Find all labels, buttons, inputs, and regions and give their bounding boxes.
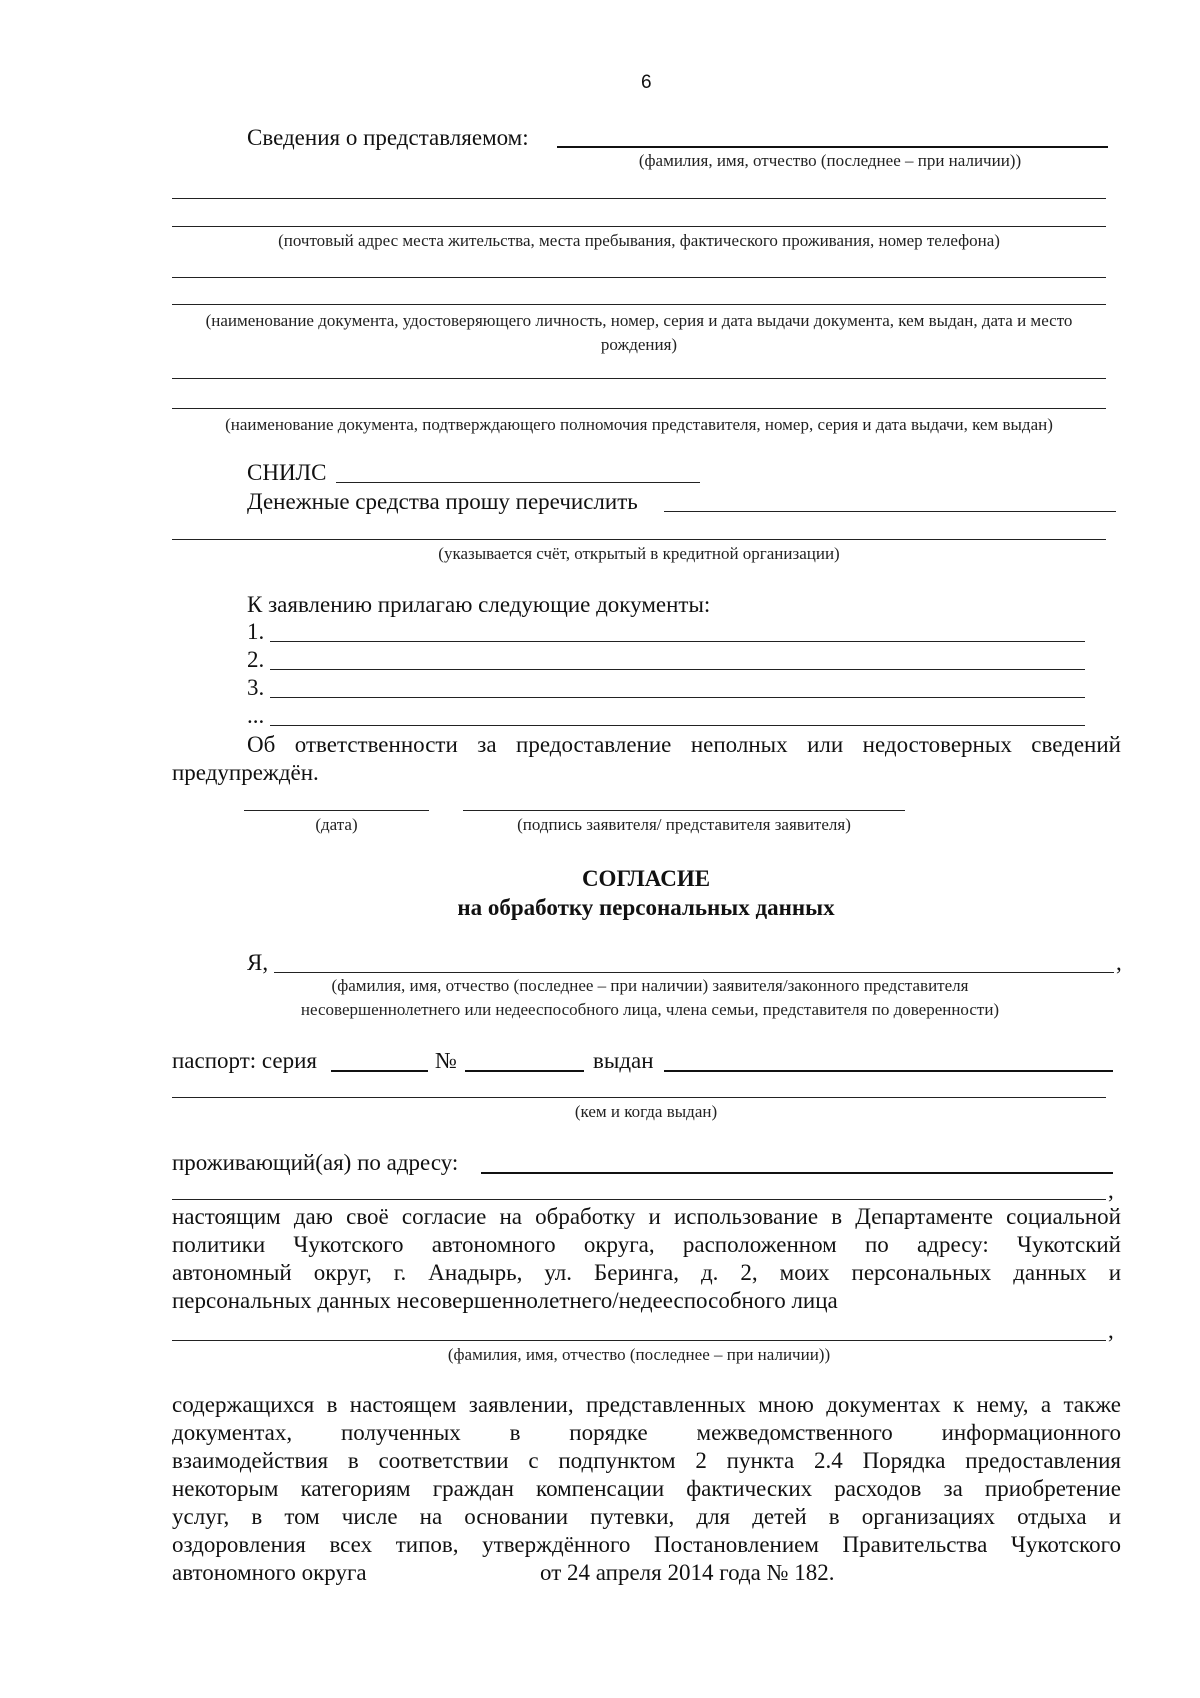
residing-label: проживающий(ая) по адресу: <box>172 1150 459 1175</box>
account-field[interactable] <box>172 539 1106 540</box>
passport-label: паспорт: серия <box>172 1048 318 1073</box>
address-field-line-1[interactable] <box>172 198 1106 199</box>
passport-issued-label: выдан <box>593 1048 654 1073</box>
attachment-number-3: 3. <box>247 675 265 700</box>
snils-label: СНИЛС <box>247 460 327 485</box>
consent-applicant-comma: , <box>1116 950 1122 975</box>
responsibility-text-line-2: предупреждён. <box>172 760 319 785</box>
consent-para1-line-3: автономный округ, г. Анадырь, ул. Беринга, д. 2, моих персональных данных и <box>172 1260 1121 1285</box>
consent-para2-line-4: некоторым категориям граждан компенсации фактических расходов за приобретение <box>172 1476 1121 1501</box>
page-number: 6 <box>641 72 652 93</box>
consent-para2-line-2: документах, полученных в порядке межведомственного информационного <box>172 1420 1121 1445</box>
money-field[interactable] <box>664 511 1116 512</box>
consent-para2-line-7a: автономного округа <box>172 1560 367 1585</box>
signature-caption: (подпись заявителя/ представителя заявителя) <box>517 815 851 834</box>
id-doc-field-line-1[interactable] <box>172 277 1106 278</box>
responsibility-text-line-1: Об ответственности за предоставление неполных или недостоверных сведений <box>247 732 1121 757</box>
passport-issued-field[interactable] <box>664 1070 1113 1072</box>
passport-issued-caption: (кем и когда выдан) <box>574 1102 718 1121</box>
id-doc-caption: (наименование документа, удостоверяющего личность, номер, серия и дата выдачи документа, кем выдан, дата и место рождения) <box>205 311 1073 354</box>
authority-doc-field-line-2[interactable] <box>172 408 1106 409</box>
authority-doc-field-line-1[interactable] <box>172 378 1106 379</box>
passport-issued-field-line-2[interactable] <box>172 1097 1106 1098</box>
attachment-number-more: ... <box>247 703 265 728</box>
attachments-heading: К заявлению прилагаю следующие документы: <box>247 592 711 617</box>
consent-para1-line-2: политики Чукотского автономного округа, расположенном по адресу: Чукотский <box>172 1232 1121 1257</box>
attachment-number-1: 1. <box>247 619 265 644</box>
consent-para1-line-4: персональных данных несовершеннолетнего/недееспособного лица <box>172 1288 838 1313</box>
attachment-field-3[interactable] <box>270 697 1085 698</box>
minor-name-comma: , <box>1108 1318 1114 1343</box>
attachment-field-2[interactable] <box>270 669 1085 670</box>
date-field[interactable] <box>244 810 429 811</box>
passport-number-field[interactable] <box>465 1070 584 1072</box>
consent-applicant-caption-line-1: (фамилия, имя, отчество (последнее – при наличии) заявителя/законного представителя <box>331 976 969 995</box>
consent-applicant-field[interactable] <box>274 972 1114 973</box>
attachment-field-1[interactable] <box>270 641 1085 642</box>
authority-doc-caption: (наименование документа, подтверждающего полномочия представителя, номер, серия и дата выдачи, кем выдан) <box>225 415 1053 434</box>
passport-series-field[interactable] <box>331 1070 428 1072</box>
residing-field[interactable] <box>481 1172 1113 1174</box>
minor-name-caption: (фамилия, имя, отчество (последнее – при наличии)) <box>447 1345 831 1364</box>
address-field-line-2[interactable] <box>172 226 1106 227</box>
attachment-field-more[interactable] <box>270 725 1085 726</box>
address-caption: (почтовый адрес места жительства, места пребывания, фактического проживания, номер телефона) <box>278 231 1000 250</box>
consent-para2-line-1: содержащихся в настоящем заявлении, представленных мною документах к нему, а также <box>172 1392 1121 1417</box>
money-label: Денежные средства прошу перечислить <box>247 489 638 514</box>
date-caption: (дата) <box>315 815 358 834</box>
consent-applicant-caption-line-2: несовершеннолетнего или недееспособного лица, члена семьи, представителя по доверенности) <box>300 1000 1000 1019</box>
consent-i-label: Я, <box>247 950 269 975</box>
signature-field[interactable] <box>463 810 905 811</box>
represented-name-caption: (фамилия, имя, отчество (последнее – при наличии)) <box>638 151 1022 170</box>
consent-para2-line-7b: от 24 апреля 2014 года № 182. <box>540 1560 835 1585</box>
consent-subtitle: на обработку персональных данных <box>457 895 835 920</box>
residing-comma: , <box>1108 1178 1114 1203</box>
attachment-number-2: 2. <box>247 647 265 672</box>
snils-field[interactable] <box>336 482 700 483</box>
account-caption: (указывается счёт, открытый в кредитной организации) <box>438 544 840 563</box>
represented-label: Сведения о представляемом: <box>247 125 529 150</box>
residing-field-line-2[interactable] <box>172 1199 1106 1200</box>
consent-para2-line-6: оздоровления всех типов, утверждённого Постановлением Правительства Чукотского <box>172 1532 1121 1557</box>
consent-para1-line-1: настоящим даю своё согласие на обработку и использование в Департаменте социальной <box>172 1204 1121 1229</box>
consent-title: СОГЛАСИЕ <box>581 866 711 891</box>
minor-name-field[interactable] <box>172 1340 1106 1341</box>
consent-para2-line-3: взаимодействия в соответствии с подпунктом 2 пункта 2.4 Порядка предоставления <box>172 1448 1121 1473</box>
passport-number-label: № <box>435 1048 457 1073</box>
id-doc-field-line-2[interactable] <box>172 304 1106 305</box>
represented-name-field[interactable] <box>557 146 1108 148</box>
consent-para2-line-5: услуг, в том числе на основании путевки, для детей в организациях отдыха и <box>172 1504 1121 1529</box>
